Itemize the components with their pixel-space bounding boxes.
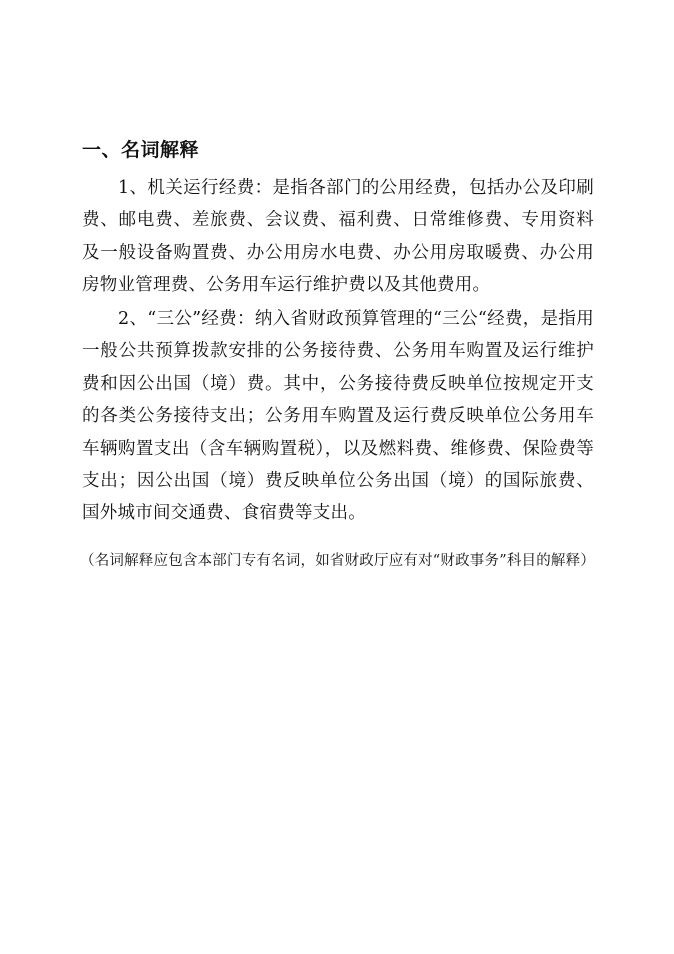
paragraph-text: 2、“三公”经费：纳入省财政预算管理的“三公“经费，是指用一般公共预算拨款安排的公务接待费、公务用车购置及运行维护费和因公出国（境）费。其中，公务接待费反映单位按规定开支的各类公务接待支出；公务用车购置及运行费反映单位公务用车车辆购置支出（含车辆购置税），以及燃料费、维修费、保险费等支出；因公出国（境）费反映单位公务出国（境）的国际旅费、国外城市间交通费、食宿费等支出。 (82, 309, 594, 524)
paragraph-text: 1、机关运行经费：是指各部门的公用经费，包括办公及印刷费、邮电费、差旅费、会议费、福利费、日常维修费、专用资料及一般设备购置费、办公用房水电费、办公用房取暖费、办公用房物业管理费、公务用车运行维护费以及其他费用。 (82, 178, 594, 296)
paragraph-three-public-expenses (82, 303, 594, 530)
section-heading: 一、名词解释 (82, 139, 200, 161)
paragraph-operating-expenses (82, 172, 594, 302)
explanatory-note: （名词解释应包含本部门专有名词，如省财政厅应有对“财政事务”科目的解释） (80, 553, 596, 569)
